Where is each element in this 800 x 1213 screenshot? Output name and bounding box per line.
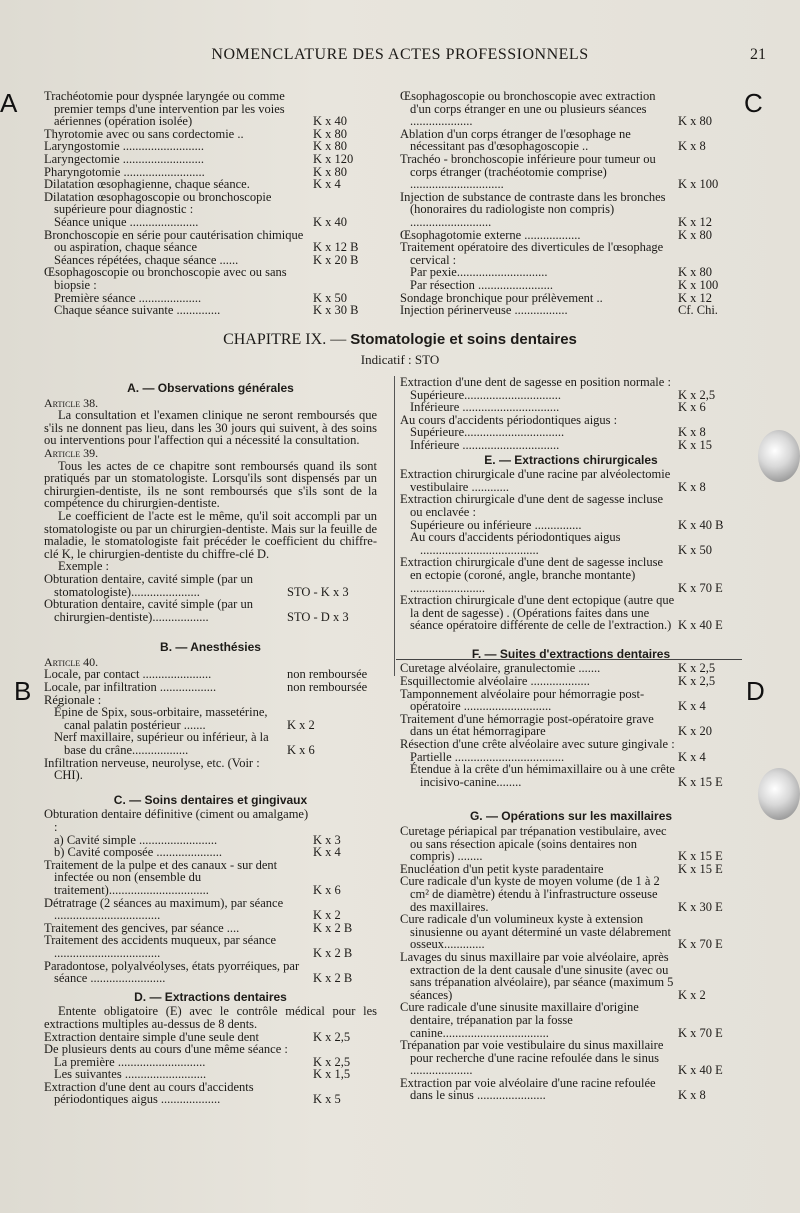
entry-label: Ablation d'un corps étranger de l'œsophage ne nécessitant pas d'œsophagoscopie .. — [400, 126, 631, 154]
entry-label: Obturation dentaire, cavité simple (par un chirurgien-dentiste).................. — [44, 597, 253, 624]
fee-entry — [44, 1081, 377, 1106]
extraction-continued-list — [400, 376, 742, 452]
fee-entry — [400, 90, 742, 128]
fee-entry — [400, 825, 742, 863]
entry-label: Inférieure ............................... — [410, 400, 560, 415]
entry-coefficient: K x 40 E — [678, 1063, 723, 1078]
post-extraction-list — [400, 662, 742, 788]
fee-entry — [44, 808, 377, 833]
article-39-text-1: Tous les actes de ce chapitre sont remboursés quand ils sont pratiqués par un stomatologiste. Lorsqu'ils sont dispensés par un chirurgien-dentiste, ils ne sont remboursés que s'ils sont de la compétence du chirurgien-dentiste. — [44, 458, 377, 511]
entry-coefficient: K x 30 B — [313, 303, 359, 318]
fee-entry — [44, 897, 377, 922]
fee-entry — [44, 731, 377, 756]
entry-coefficient: K x 15 E — [678, 849, 723, 864]
page-number: 21 — [750, 46, 766, 63]
entry-coefficient: K x 100 — [678, 277, 719, 292]
entry-coefficient: K x 12 — [678, 290, 713, 305]
section-c-title: C. — Soins dentaires et gingivaux — [113, 792, 308, 807]
fee-entry — [44, 1068, 377, 1081]
entry-label: Injection périnerveuse ................. — [400, 303, 568, 318]
entry-label: La première ............................ — [54, 1054, 206, 1069]
entry-label: Cure radicale d'un kyste de moyen volume (de 1 à 2 cm² de diamètre) étendu à l'infrastructure osseuse des maxillaires. — [400, 874, 660, 914]
entry-label: Laryngectomie .......................... — [44, 151, 205, 166]
entry-label: Au cours d'accidents périodontiques aigus ...................................... — [410, 530, 621, 557]
section-d-intro: Entente obligatoire (E) avec le contrôle médical pour les extractions multiples au-dessus de 8 dents. — [44, 1004, 377, 1031]
section-a-title: A. — Observations générales — [127, 381, 294, 395]
entry-coefficient: K x 15 E — [678, 861, 723, 876]
fee-entry — [400, 468, 742, 493]
fee-entry — [400, 241, 742, 266]
entry-coefficient: K x 40 E — [678, 618, 723, 633]
entry-coefficient: K x 4 — [313, 845, 341, 860]
surgical-extraction-list — [400, 468, 742, 632]
entry-label: Infiltration nerveuse, neurolyse, etc. (Voir : CHI). — [44, 755, 260, 783]
fee-entry — [44, 229, 377, 254]
entry-coefficient: K x 80 — [678, 265, 713, 280]
fee-entry — [44, 191, 377, 216]
entry-label: Première séance .................... — [54, 290, 202, 305]
entry-coefficient: Cf. Chi. — [678, 303, 718, 318]
list-top-left — [44, 90, 377, 317]
entry-label: Sondage bronchique pour prélèvement .. — [400, 290, 603, 305]
entry-label: Laryngostomie .......................... — [44, 139, 205, 154]
entry-label: Curetage alvéolaire, granulectomie ....... — [400, 661, 601, 676]
entry-coefficient: K x 15 E — [678, 774, 723, 789]
entry-label: Extraction dentaire simple d'une seule dent — [44, 1029, 260, 1044]
fee-entry — [400, 713, 742, 738]
entry-coefficient: K x 40 — [313, 114, 348, 129]
entry-coefficient: K x 30 E — [678, 899, 723, 914]
chapter-prefix: CHAPITRE IX. — — [223, 331, 347, 348]
entry-label: Trachéo - bronchoscopie inférieure pour tumeur ou corps étranger (trachéotomie comprise) .............................. — [400, 151, 656, 192]
entry-label: Détratrage (2 séances au maximum), par séance .................................. — [44, 895, 284, 923]
entry-coefficient: K x 120 — [313, 151, 354, 166]
entry-coefficient: K x 8 — [678, 425, 706, 440]
entry-coefficient: K x 1,5 — [313, 1067, 351, 1082]
entry-label: Régionale : — [44, 692, 102, 707]
entry-label: b) Cavité composée ..................... — [54, 845, 223, 860]
entry-label: Extraction chirurgicale d'une dent de sagesse incluse en ectopie (coroné, angle, branche montante) ........................ — [400, 555, 664, 595]
fee-entry — [400, 1039, 742, 1077]
section-d-title: D. — Extractions dentaires — [134, 989, 287, 1004]
entry-coefficient: K x 100 — [678, 177, 719, 192]
entry-coefficient: K x 8 — [678, 1088, 706, 1103]
entry-label: Enucléation d'un petit kyste paradentaire — [400, 861, 604, 876]
entry-coefficient: K x 70 E — [678, 937, 723, 952]
fee-entry — [400, 913, 742, 951]
entry-label: Obturation dentaire définitive (ciment ou amalgame) : — [44, 807, 309, 834]
entry-label: Paradontose, polyalvéolyses, états pyorréiques, par séance ........................ — [44, 958, 300, 986]
entry-coefficient: K x 2 — [678, 987, 706, 1002]
fee-entry — [44, 266, 377, 291]
entry-label: Extraction chirurgicale d'une dent ectopique (autre que la dent de sagesse) . (Opérations faites dans une séance opératoire différente de celle de l'extraction.) — [400, 593, 675, 633]
fee-entry — [400, 556, 742, 594]
entry-label: Inférieure ............................... — [410, 437, 560, 452]
entry-label: Étendue à la crête d'un hémimaxillaire ou à une crête incisivo-canine........ — [410, 762, 675, 789]
entry-label: Supérieure ou inférieure ............... — [410, 517, 582, 532]
article-40-label: Article 40. — [44, 654, 99, 669]
list-top-right — [400, 90, 742, 317]
entry-label: Chaque séance suivante .............. — [54, 303, 221, 318]
entry-coefficient: K x 2 — [287, 717, 315, 732]
entry-label: Locale, par contact ...................... — [44, 667, 212, 682]
fee-entry — [400, 153, 742, 191]
maxillary-list — [400, 825, 742, 1102]
article-38-text: La consultation et l'examen clinique ne seront remboursés que s'ils ne donnent pas lieu, dans les 30 jours qui suivent, à des soins ou interventions pour l'affection qui a nécessité la consultation. — [44, 408, 377, 448]
fee-entry — [400, 128, 742, 153]
example-label: Exemple : — [58, 559, 110, 574]
entry-label: Cure radicale d'un volumineux kyste à extension sinusienne ou ayant déterminé un vaste délabrement osseux............. — [400, 912, 672, 952]
entry-label: Traitement de la pulpe et des canaux - sur dent infectée ou non (ensemble du traitement)................................ — [44, 857, 278, 897]
running-header: NOMENCLATURE DES ACTES PROFESSIONNELS — [211, 46, 589, 63]
entry-label: Cure radicale d'une sinusite maxillaire d'origine dentaire, trépanation par la fosse canine.................................. — [400, 1000, 639, 1040]
entry-label: Bronchoscopie en série pour cautérisation chimique ou aspiration, chaque séance — [44, 227, 304, 255]
fee-entry — [44, 706, 377, 731]
binder-hole-top — [758, 430, 800, 482]
entry-label: Séances répétées, chaque séance ...... — [54, 252, 239, 267]
entry-coefficient: K x 50 — [313, 290, 348, 305]
entry-coefficient: K x 50 — [678, 542, 713, 557]
binder-hole-bottom — [758, 768, 800, 820]
index-tab-d: D — [746, 676, 765, 706]
fee-entry — [400, 401, 742, 414]
entry-coefficient: K x 80 — [313, 139, 348, 154]
entry-label: Œsophagoscopie ou bronchoscopie avec ou sans biopsie : — [44, 265, 287, 292]
article-38-label: Article 38. — [44, 395, 99, 410]
entry-label: Extraction chirurgicale d'une dent de sagesse incluse ou enclavée : — [400, 492, 664, 519]
entry-label: Traitement des gencives, par séance .... — [44, 920, 240, 935]
entry-label: Au cours d'accidents périodontiques aigus : — [400, 412, 618, 427]
entry-coefficient: K x 2 B — [313, 971, 353, 986]
entry-label: De plusieurs dents au cours d'une même séance : — [44, 1042, 288, 1057]
fee-entry — [400, 875, 742, 913]
extraction-list — [44, 1031, 377, 1107]
entry-label: Séance unique ...................... — [54, 214, 199, 229]
entry-coefficient: K x 2,5 — [678, 387, 716, 402]
fee-entry — [400, 738, 742, 751]
entry-label: Traitement opératoire des diverticules de l'œsophage cervical : — [400, 240, 664, 267]
example-list — [44, 573, 377, 623]
entry-coefficient: K x 4 — [678, 749, 706, 764]
entry-coefficient: STO - K x 3 — [287, 584, 349, 599]
entry-label: Épine de Spix, sous-orbitaire, massetérine, canal palatin postérieur ....... — [54, 705, 268, 732]
left-column — [44, 376, 377, 1106]
section-f-title: F. — Suites d'extractions dentaires — [471, 646, 671, 661]
entry-label: a) Cavité simple ......................... — [54, 832, 218, 847]
care-list — [44, 808, 377, 984]
entry-label: Dilatation œsophagoscopie ou bronchoscopie supérieure pour diagnostic : — [44, 189, 272, 217]
article-39-label: Article 39. — [44, 445, 99, 460]
fee-entry — [400, 675, 742, 688]
entry-coefficient: K x 70 E — [678, 1025, 723, 1040]
fee-entry — [400, 376, 742, 389]
section-g-title: G. — Opérations sur les maxillaires — [469, 809, 673, 824]
entry-coefficient: K x 2,5 — [313, 1029, 351, 1044]
chapter-title: Stomatologie et soins dentaires — [350, 331, 577, 348]
entry-label: Extraction chirurgicale d'une racine par alvéolectomie vestibulaire ............ — [400, 467, 671, 494]
fee-entry — [44, 681, 377, 694]
entry-coefficient: K x 8 — [678, 139, 706, 154]
entry-label: Œsophagotomie externe .................. — [400, 227, 581, 242]
fee-entry — [400, 688, 742, 713]
entry-label: Thyrotomie avec ou sans cordectomie .. — [44, 126, 244, 141]
chapter-code: Indicatif : STO — [360, 352, 440, 367]
entry-coefficient: K x 80 — [313, 164, 348, 179]
fee-entry — [44, 216, 377, 229]
fee-entry — [44, 934, 377, 959]
fee-entry — [44, 304, 377, 317]
entry-coefficient: K x 80 — [678, 114, 713, 129]
fee-entry — [400, 304, 742, 317]
entry-coefficient: K x 40 — [313, 214, 348, 229]
entry-label: Par résection ........................ — [410, 277, 554, 292]
entry-coefficient: non remboursée — [287, 680, 368, 695]
entry-label: Résection d'une crête alvéolaire avec suture gingivale : — [400, 737, 675, 752]
entry-label: Nerf maxillaire, supérieur ou inférieur, à la base du crâne.................. — [54, 730, 269, 758]
entry-coefficient: K x 40 B — [678, 517, 724, 532]
entry-coefficient: K x 12 B — [313, 240, 359, 255]
fee-entry — [44, 960, 377, 985]
entry-label: Extraction d'une dent de sagesse en position normale : — [400, 375, 671, 389]
entry-coefficient: K x 6 — [678, 400, 706, 415]
entry-label: Esquillectomie alvéolaire ................... — [400, 674, 590, 689]
article-39-text-2: Le coefficient de l'acte est le même, qu'il soit accompli par un stomatologiste ou par un chirurgien-dentiste. Mais sur la feuille de maladie, le stomatologiste fait précéder le coefficient du chiffre-clé K, le chirurgien-dentiste du chiffre-clé D. — [44, 508, 377, 561]
fee-entry — [400, 439, 742, 452]
entry-coefficient: non remboursée — [287, 667, 368, 682]
entry-label: Supérieure................................ — [410, 425, 565, 440]
entry-label: Œsophagoscopie ou bronchoscopie avec extraction d'un corps étranger en une ou plusieurs séances .................... — [400, 89, 656, 129]
right-column — [400, 376, 742, 1102]
entry-label: Curetage périapical par trépanation vestibulaire, avec ou sans résection apicale (soins dentaires non compris) ........ — [400, 824, 667, 864]
entry-coefficient: K x 20 B — [313, 252, 359, 267]
fee-entry — [400, 279, 742, 292]
entry-coefficient: K x 80 — [678, 227, 713, 242]
fee-entry — [44, 1043, 377, 1056]
index-tab-c: C — [744, 88, 763, 118]
entry-coefficient: K x 80 — [313, 126, 348, 141]
entry-coefficient: K x 6 — [313, 882, 341, 897]
index-tab-a: A — [0, 88, 18, 118]
entry-label: Traitement d'une hémorragie post-opératoire grave dans un état hémorragipare — [400, 711, 654, 739]
column-divider — [394, 376, 395, 676]
entry-coefficient: K x 2,5 — [678, 661, 716, 676]
entry-coefficient: K x 8 — [678, 479, 706, 494]
fee-entry — [400, 191, 742, 229]
index-tab-b: B — [14, 676, 32, 706]
entry-coefficient: K x 15 — [678, 437, 713, 452]
entry-coefficient: K x 3 — [313, 832, 341, 847]
fee-entry — [400, 531, 742, 556]
entry-label: Obturation dentaire, cavité simple (par un stomatologiste)...................... — [44, 571, 253, 599]
entry-coefficient: K x 6 — [287, 743, 315, 758]
entry-coefficient: STO - D x 3 — [287, 609, 349, 624]
fee-entry — [44, 598, 377, 623]
entry-coefficient: K x 5 — [313, 1092, 341, 1107]
entry-label: Trépanation par voie vestibulaire du sinus maxillaire pour recherche d'une racine refoulée dans le sinus .................... — [400, 1038, 664, 1078]
entry-label: Traitement des accidents muqueux, par séance .................................. — [44, 933, 277, 960]
fee-entry — [44, 90, 377, 128]
fee-entry — [400, 594, 742, 632]
entry-label: Extraction d'une dent au cours d'accidents périodontiques aigus ................... — [44, 1079, 254, 1107]
entry-label: Dilatation œsophagienne, chaque séance. — [44, 177, 250, 192]
chapter-heading — [0, 331, 800, 349]
entry-coefficient: K x 4 — [313, 177, 341, 192]
entry-coefficient: K x 2,5 — [678, 674, 716, 689]
fee-entry — [400, 1077, 742, 1102]
fee-entry — [400, 951, 742, 1001]
entry-coefficient: K x 4 — [678, 699, 706, 714]
entry-label: Tamponnement alvéolaire pour hémorragie post-opératoire ............................ — [400, 686, 645, 714]
entry-coefficient: K x 70 E — [678, 580, 723, 595]
entry-label: Locale, par infiltration .................. — [44, 680, 217, 695]
entry-label: Par pexie............................. — [410, 265, 548, 280]
entry-label: Supérieure............................... — [410, 387, 562, 402]
entry-coefficient: K x 2 — [313, 908, 341, 923]
entry-coefficient: K x 12 — [678, 214, 713, 229]
fee-entry — [400, 1001, 742, 1039]
entry-coefficient: K x 20 — [678, 724, 713, 739]
anesthesia-list — [44, 668, 377, 781]
entry-label: Lavages du sinus maxillaire par voie alvéolaire, après extraction de la dent causale d'une sinusite (avec ou sans trépanation alvéolaire), par séance (maximum 5 séances) — [400, 949, 674, 1002]
entry-label: Les suivantes .......................... — [54, 1067, 207, 1082]
entry-label: Extraction par voie alvéolaire d'une racine refoulée dans le sinus ...................... — [400, 1075, 656, 1103]
fee-entry — [400, 763, 742, 788]
entry-coefficient: K x 2 B — [313, 945, 353, 960]
fee-entry — [400, 493, 742, 518]
entry-label: Injection de substance de contraste dans les bronches (honoraires du radiologiste non compris) .......................... — [400, 189, 666, 229]
fee-entry — [44, 573, 377, 598]
fee-entry — [44, 846, 377, 859]
entry-label: Partielle ................................... — [410, 749, 565, 764]
fee-entry — [44, 153, 377, 166]
section-b-title: B. — Anesthésies — [160, 640, 261, 655]
fee-entry — [44, 757, 377, 782]
entry-label: Pharyngotomie .......................... — [44, 164, 205, 179]
entry-coefficient: K x 2 B — [313, 920, 353, 935]
entry-coefficient: K x 2,5 — [313, 1054, 351, 1069]
fee-entry — [44, 178, 377, 191]
entry-label: Trachéotomie pour dyspnée laryngée ou comme premier temps d'une intervention par les voies aériennes (opération isolée) — [44, 89, 285, 129]
fee-entry — [44, 859, 377, 897]
section-e-title: E. — Extractions chirurgicales — [484, 452, 658, 467]
